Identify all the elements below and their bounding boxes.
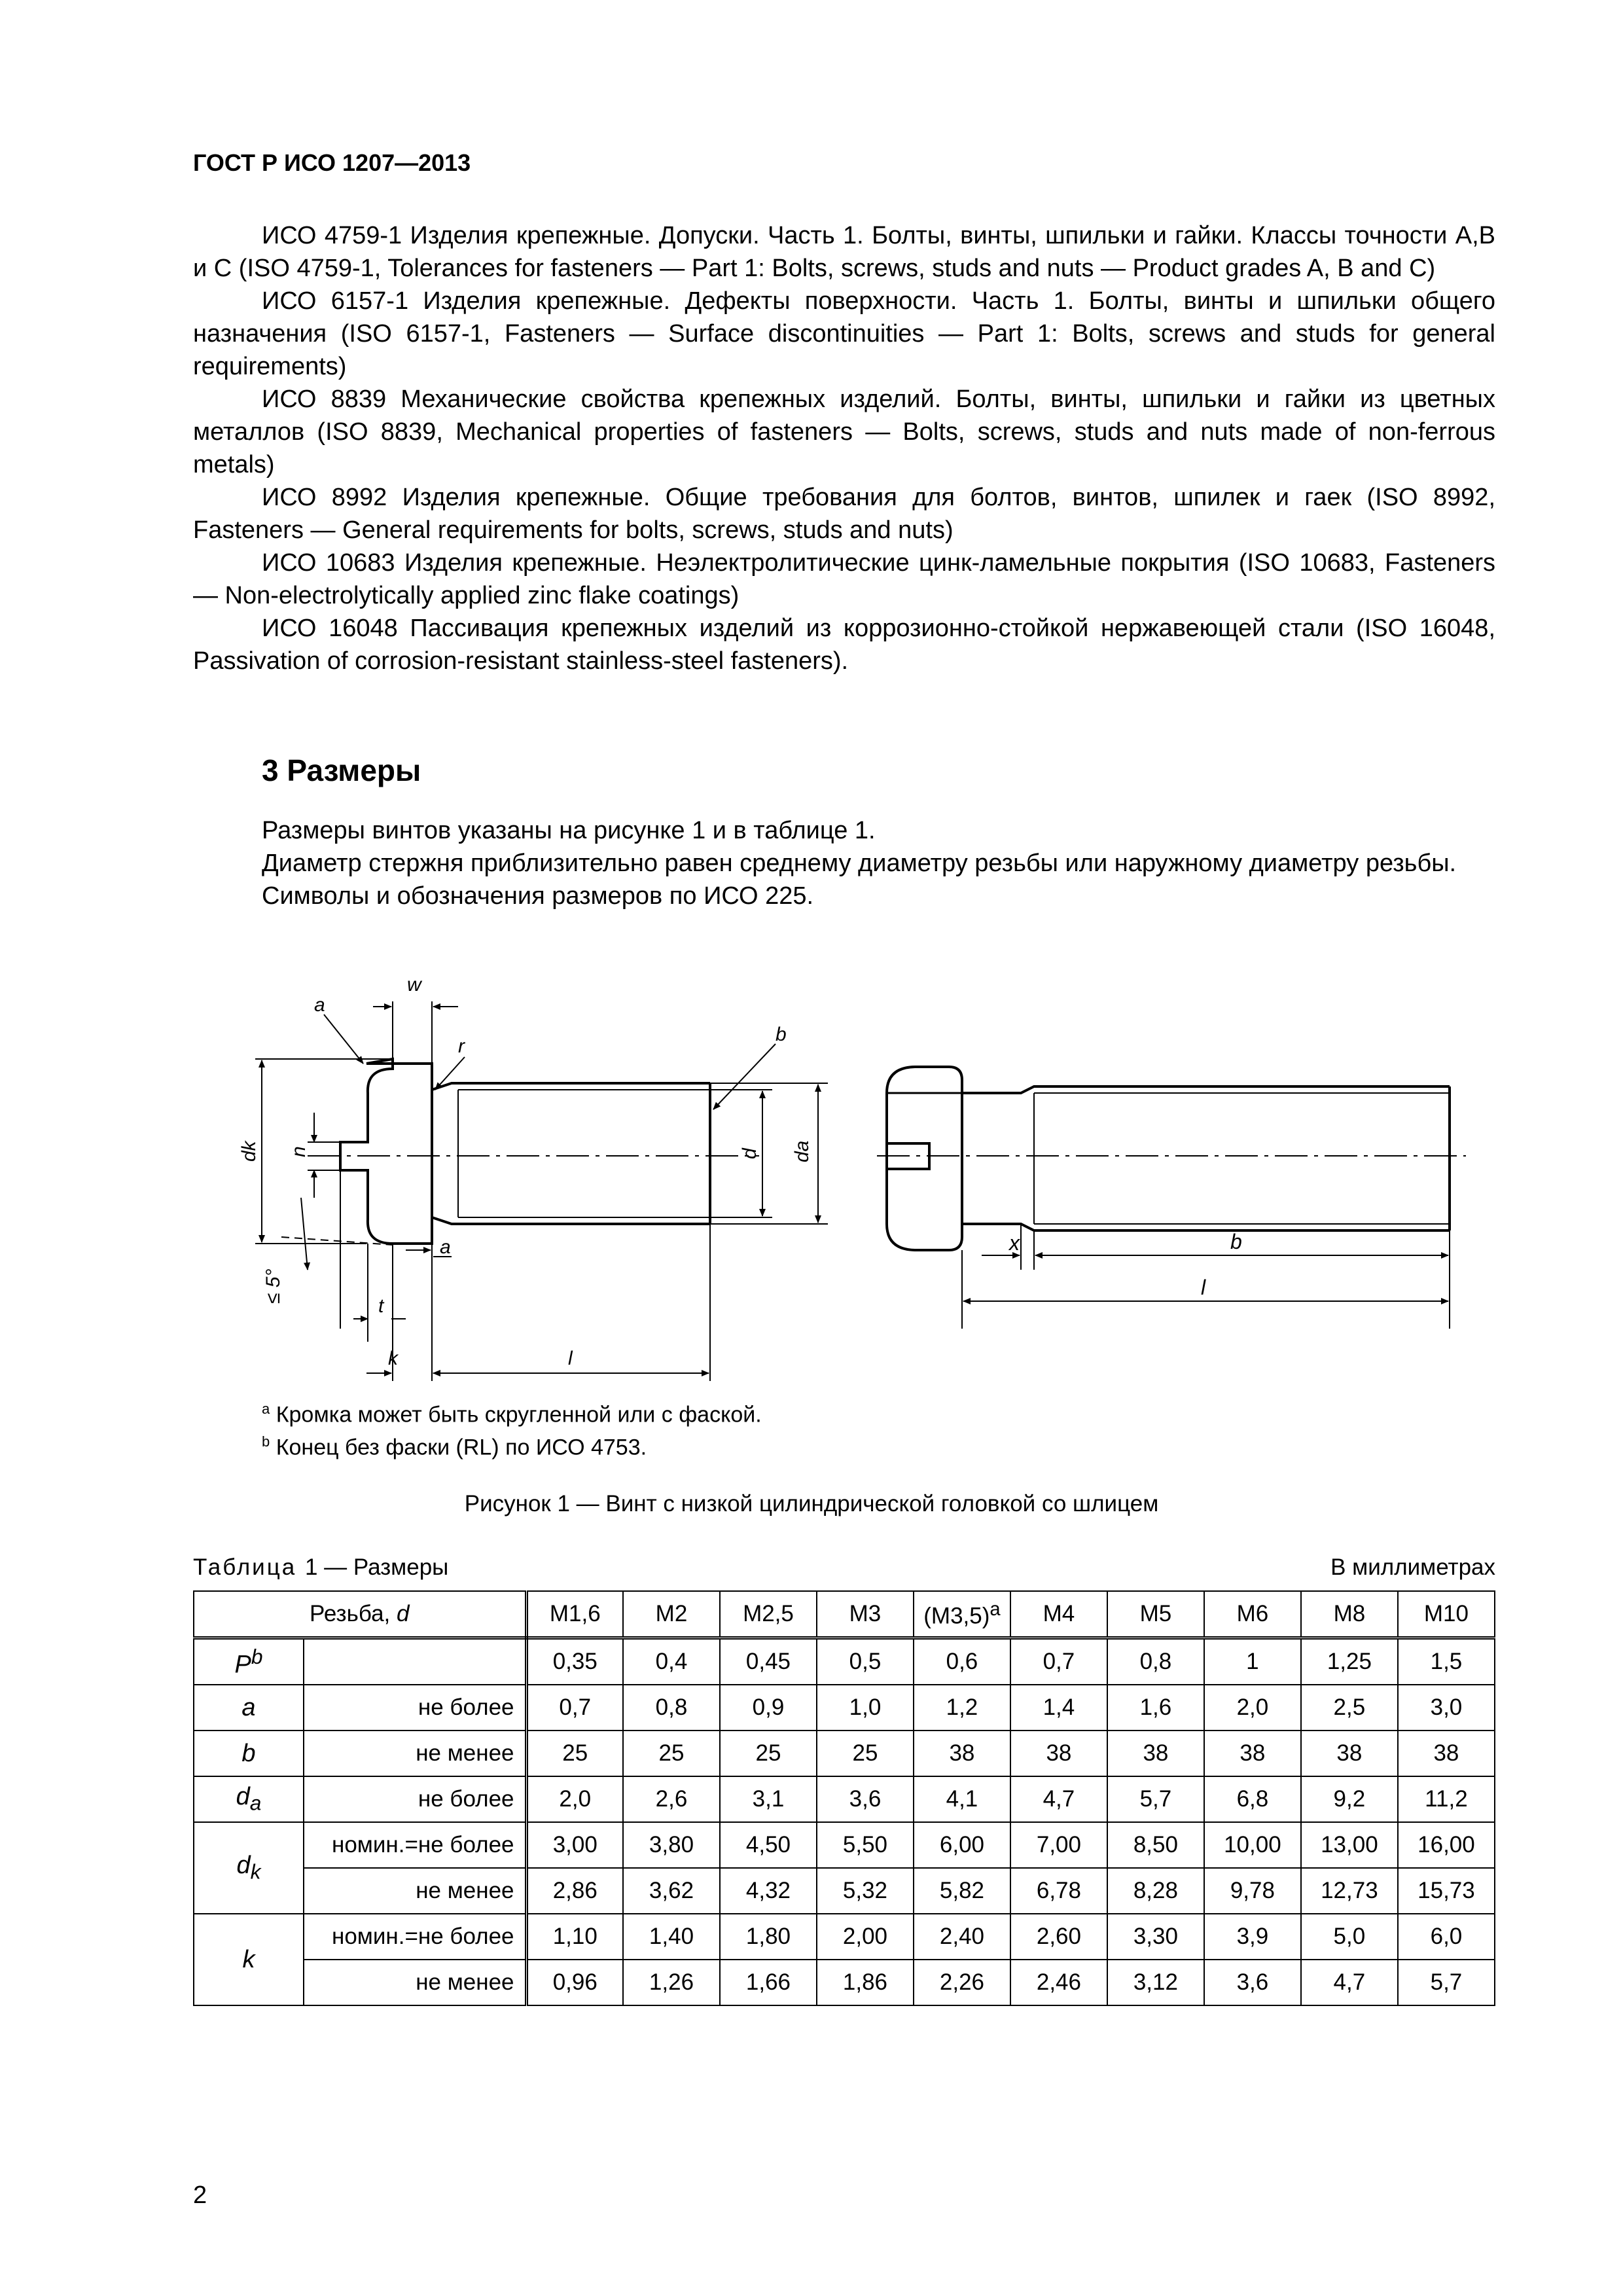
value-cell: 3,62 <box>623 1868 720 1914</box>
value-cell: 3,0 <box>1398 1685 1495 1731</box>
param-cell <box>194 1822 304 1914</box>
table-row <box>194 1960 1495 2005</box>
value-cell: 38 <box>914 1731 1010 1776</box>
thread-size-label: M6 <box>1236 1601 1269 1626</box>
paragraph: Размеры винтов указаны на рисунке 1 и в таблице 1. <box>262 817 876 844</box>
qualifier-cell <box>304 1638 526 1685</box>
value-cell: 0,6 <box>914 1638 1010 1685</box>
label-r: r <box>458 1035 465 1057</box>
value-cell: 1 <box>1204 1638 1301 1685</box>
table-row <box>194 1914 1495 1960</box>
thread-size-header <box>623 1591 720 1638</box>
value-cell: 0,8 <box>1107 1638 1204 1685</box>
value-cell: 8,28 <box>1107 1868 1204 1914</box>
thread-size-label: M10 <box>1423 1601 1469 1626</box>
label-n: n <box>288 1146 310 1157</box>
thread-header-cell <box>194 1591 526 1638</box>
value-cell: 2,46 <box>1010 1960 1107 2005</box>
label-t: t <box>378 1295 384 1317</box>
qualifier-cell: номин.=не более <box>304 1822 526 1868</box>
label-w: w <box>407 974 421 996</box>
normative-references <box>193 219 1495 677</box>
value-cell: 25 <box>817 1731 914 1776</box>
qualifier-cell: не менее <box>304 1731 526 1776</box>
dimensions-table <box>193 1590 1495 2006</box>
value-cell: 3,00 <box>526 1822 623 1868</box>
table-row <box>194 1731 1495 1776</box>
value-cell: 6,78 <box>1010 1868 1107 1914</box>
value-cell: 0,7 <box>526 1685 623 1731</box>
value-cell: 6,8 <box>1204 1776 1301 1822</box>
value-cell: 1,40 <box>623 1914 720 1960</box>
value-cell: 5,82 <box>914 1868 1010 1914</box>
value-cell: 2,60 <box>1010 1914 1107 1960</box>
value-cell: 2,0 <box>1204 1685 1301 1731</box>
thread-header-symbol: d <box>397 1601 410 1626</box>
value-cell: 1,86 <box>817 1960 914 2005</box>
value-cell: 4,1 <box>914 1776 1010 1822</box>
value-cell: 2,6 <box>623 1776 720 1822</box>
value-cell: 3,30 <box>1107 1914 1204 1960</box>
value-cell: 5,7 <box>1398 1960 1495 2005</box>
footnote-mark: b <box>262 1433 270 1450</box>
value-cell: 11,2 <box>1398 1776 1495 1822</box>
value-cell: 25 <box>623 1731 720 1776</box>
value-cell: 0,35 <box>526 1638 623 1685</box>
param-cell <box>194 1914 304 2005</box>
qualifier-cell: номин.=не более <box>304 1914 526 1960</box>
value-cell: 2,0 <box>526 1776 623 1822</box>
value-cell: 5,7 <box>1107 1776 1204 1822</box>
value-cell: 3,80 <box>623 1822 720 1868</box>
reference-item: ИСО 4759-1 Изделия крепежные. Допуски. Часть 1. Болты, винты, шпильки и гайки. Классы точности А,В и С (ISO 4759-1, Tolerances for fasteners — Part 1: Bolts, screws, studs and nuts — Product grades A, B and C) <box>193 222 1495 282</box>
qualifier-cell: не менее <box>304 1868 526 1914</box>
value-cell: 0,96 <box>526 1960 623 2005</box>
label-l: l <box>568 1348 573 1369</box>
value-cell: 0,9 <box>720 1685 817 1731</box>
label-da: da <box>791 1140 813 1162</box>
reference-item: ИСО 16048 Пассивация крепежных изделий из коррозионно-стойкой нержавеющей стали (ISO 16048, Passivation of corrosion-resistant stainless-steel fasteners). <box>193 615 1495 675</box>
value-cell: 4,7 <box>1301 1960 1398 2005</box>
value-cell: 3,9 <box>1204 1914 1301 1960</box>
reference-item: ИСО 10683 Изделия крепежные. Неэлектролитические цинк-ламельные покрытия (ISO 10683, Fasteners — Non-electrolytically applied zinc flake coatings) <box>193 549 1495 609</box>
reference-item: ИСО 6157-1 Изделия крепежные. Дефекты поверхности. Часть 1. Болты, винты и шпильки общего назначения (ISO 6157-1, Fasteners — Surface discontinuities — Part 1: Bolts, screws and studs for general requirements) <box>193 287 1495 380</box>
value-cell: 2,00 <box>817 1914 914 1960</box>
qualifier-cell: не более <box>304 1776 526 1822</box>
value-cell: 16,00 <box>1398 1822 1495 1868</box>
value-cell: 2,40 <box>914 1914 1010 1960</box>
value-cell: 6,00 <box>914 1822 1010 1868</box>
value-cell: 1,0 <box>817 1685 914 1731</box>
value-cell: 1,2 <box>914 1685 1010 1731</box>
footnote-a <box>262 1401 762 1427</box>
value-cell: 25 <box>526 1731 623 1776</box>
value-cell: 0,8 <box>623 1685 720 1731</box>
label-x: x <box>1009 1231 1020 1255</box>
footnote-b <box>262 1433 647 1460</box>
paragraph: Диаметр стержня приблизительно равен среднему диаметру резьбы или наружному диаметру резьбы. <box>262 850 1457 877</box>
param-symbol: a <box>241 1693 256 1721</box>
param-symbol: P <box>234 1651 251 1679</box>
label-k: k <box>388 1348 398 1369</box>
table-row <box>194 1822 1495 1868</box>
label-dk: dk <box>238 1141 260 1162</box>
thread-size-header <box>526 1591 623 1638</box>
value-cell: 1,4 <box>1010 1685 1107 1731</box>
thread-size-label: M2,5 <box>743 1601 794 1626</box>
value-cell: 7,00 <box>1010 1822 1107 1868</box>
value-cell: 1,80 <box>720 1914 817 1960</box>
value-cell: 4,32 <box>720 1868 817 1914</box>
param-sub: a <box>249 1791 262 1815</box>
reference-item: ИСО 8839 Механические свойства крепежных изделий. Болты, винты, шпильки и гайки из цветных металлов (ISO 8839, Mechanical properties of fasteners — Bolts, screws, studs and nuts made of non-ferrous metals) <box>193 386 1495 478</box>
label-l-right: l <box>1201 1276 1206 1299</box>
param-symbol: d <box>236 1783 250 1811</box>
front-view <box>877 1067 1466 1329</box>
value-cell: 1,26 <box>623 1960 720 2005</box>
table-caption-label: Таблица <box>193 1554 297 1580</box>
value-cell: 0,5 <box>817 1638 914 1685</box>
value-cell: 5,50 <box>817 1822 914 1868</box>
value-cell: 3,6 <box>817 1776 914 1822</box>
paragraph: Символы и обозначения размеров по ИСО 225. <box>262 882 814 910</box>
label-d: d <box>739 1148 760 1159</box>
thread-size-label: M2 <box>655 1601 688 1626</box>
figure-caption: Рисунок 1 — Винт с низкой цилиндрической головкой со шлицем <box>464 1491 1159 1516</box>
param-cell <box>194 1776 304 1822</box>
thread-size-label: M4 <box>1043 1601 1075 1626</box>
value-cell: 13,00 <box>1301 1822 1398 1868</box>
reference-item: ИСО 8992 Изделия крепежные. Общие требования для болтов, винтов, шпилек и гаек (ISO 8992, Fasteners — General requirements for bolts, screws, studs and nuts) <box>193 484 1495 544</box>
param-cell <box>194 1638 304 1685</box>
thread-size-header <box>1204 1591 1301 1638</box>
thread-size-label: (M3,5) <box>923 1603 990 1629</box>
value-cell: 4,7 <box>1010 1776 1107 1822</box>
footnote-ref: a <box>990 1598 1001 1620</box>
label-b-right: b <box>1230 1230 1242 1253</box>
value-cell: 1,25 <box>1301 1638 1398 1685</box>
thread-size-label: M8 <box>1333 1601 1366 1626</box>
value-cell: 15,73 <box>1398 1868 1495 1914</box>
value-cell: 38 <box>1107 1731 1204 1776</box>
param-symbol: b <box>241 1739 256 1767</box>
param-cell <box>194 1685 304 1731</box>
value-cell: 2,5 <box>1301 1685 1398 1731</box>
side-view <box>238 974 828 1381</box>
value-cell: 1,5 <box>1398 1638 1495 1685</box>
footnote-text: Конец без фаски (RL) по ИСО 4753. <box>276 1435 647 1460</box>
value-cell: 12,73 <box>1301 1868 1398 1914</box>
screw-drawing <box>0 962 1623 1407</box>
value-cell: 25 <box>720 1731 817 1776</box>
document-header: ГОСТ Р ИСО 1207—2013 <box>193 149 471 176</box>
table-row <box>194 1776 1495 1822</box>
thread-size-header <box>1010 1591 1107 1638</box>
value-cell: 1,6 <box>1107 1685 1204 1731</box>
value-cell: 2,86 <box>526 1868 623 1914</box>
thread-size-header <box>1107 1591 1204 1638</box>
value-cell: 4,50 <box>720 1822 817 1868</box>
thread-size-header <box>1398 1591 1495 1638</box>
table-row <box>194 1868 1495 1914</box>
page-number: 2 <box>193 2181 207 2209</box>
param-cell <box>194 1731 304 1776</box>
qualifier-cell: не более <box>304 1685 526 1731</box>
value-cell: 9,2 <box>1301 1776 1398 1822</box>
value-cell: 5,32 <box>817 1868 914 1914</box>
thread-size-header <box>914 1591 1010 1638</box>
thread-size-header <box>1301 1591 1398 1638</box>
value-cell: 38 <box>1398 1731 1495 1776</box>
qualifier-cell: не менее <box>304 1960 526 2005</box>
table-caption <box>193 1554 448 1581</box>
value-cell: 0,7 <box>1010 1638 1107 1685</box>
value-cell: 38 <box>1010 1731 1107 1776</box>
footnote-mark: a <box>262 1401 270 1417</box>
table-header-row <box>194 1591 1495 1638</box>
value-cell: 3,6 <box>1204 1960 1301 2005</box>
value-cell: 6,0 <box>1398 1914 1495 1960</box>
thread-size-label: M5 <box>1139 1601 1172 1626</box>
thread-header-label: Резьба, <box>310 1601 391 1626</box>
value-cell: 5,0 <box>1301 1914 1398 1960</box>
value-cell: 1,10 <box>526 1914 623 1960</box>
label-b: b <box>776 1024 787 1045</box>
thread-size-header <box>817 1591 914 1638</box>
thread-size-label: M3 <box>849 1601 882 1626</box>
param-symbol: d <box>236 1852 251 1880</box>
param-sub: k <box>250 1859 261 1884</box>
value-cell: 1,66 <box>720 1960 817 2005</box>
table-row <box>194 1685 1495 1731</box>
value-cell: 8,50 <box>1107 1822 1204 1868</box>
label-a: a <box>314 994 325 1016</box>
value-cell: 9,78 <box>1204 1868 1301 1914</box>
table-caption-title: 1 — Размеры <box>304 1554 449 1580</box>
value-cell: 0,4 <box>623 1638 720 1685</box>
value-cell: 38 <box>1301 1731 1398 1776</box>
value-cell: 0,45 <box>720 1638 817 1685</box>
footnote-text: Кромка может быть скругленной или с фаской. <box>276 1402 762 1427</box>
thread-size-label: M1,6 <box>549 1601 601 1626</box>
table-row <box>194 1638 1495 1685</box>
value-cell: 2,26 <box>914 1960 1010 2005</box>
value-cell: 38 <box>1204 1731 1301 1776</box>
section-body <box>193 814 1495 912</box>
value-cell: 10,00 <box>1204 1822 1301 1868</box>
label-angle: ≤ 5° <box>262 1268 284 1304</box>
param-sup: b <box>251 1644 263 1668</box>
label-a-bottom: a <box>440 1236 451 1258</box>
value-cell: 3,12 <box>1107 1960 1204 2005</box>
section-heading: 3 Размеры <box>262 753 421 787</box>
table-units: В миллиметрах <box>1330 1554 1495 1580</box>
param-symbol: k <box>242 1945 255 1973</box>
value-cell: 3,1 <box>720 1776 817 1822</box>
thread-size-header <box>720 1591 817 1638</box>
